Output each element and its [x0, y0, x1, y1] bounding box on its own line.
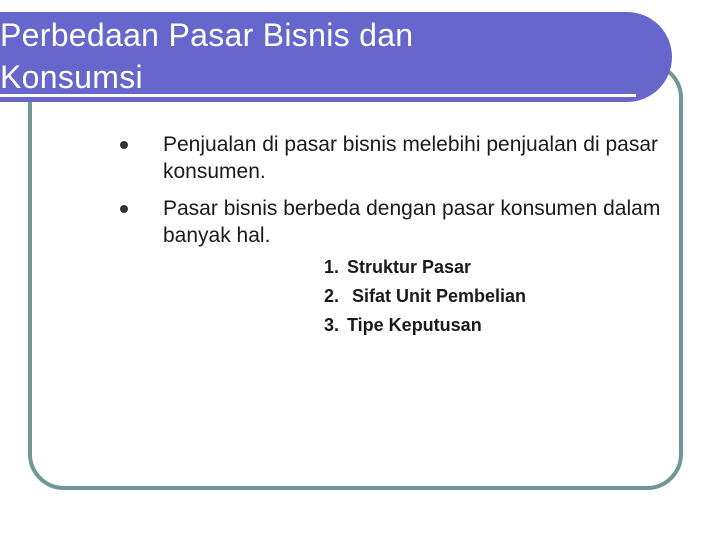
- slide-title: [0, 14, 413, 98]
- list-text: Tipe Keputusan: [347, 315, 482, 335]
- list-number: 3.: [323, 315, 339, 335]
- bullet-item: [163, 195, 683, 249]
- list-text: Sifat Unit Pembelian: [347, 286, 527, 306]
- list-item: [305, 311, 605, 340]
- bullet-text: Pasar bisnis berbeda dengan pasar konsumen dalam banyak hal.: [163, 197, 661, 247]
- bullet-dot-icon: [120, 141, 128, 149]
- slide-title-line-1: Perbedaan Pasar Bisnis dan: [0, 17, 414, 53]
- bullet-text: Penjualan di pasar bisnis melebihi penjualan di pasar konsumen.: [163, 133, 658, 183]
- numbered-list: [305, 253, 605, 340]
- list-item: [305, 282, 605, 311]
- list-number: 2.: [323, 286, 339, 306]
- list-item: [305, 253, 605, 282]
- slide-title-line-2: Konsumsi: [0, 59, 143, 95]
- bullet-item: [163, 131, 683, 185]
- bullet-dot-icon: [120, 205, 128, 213]
- list-text: Struktur Pasar: [347, 257, 472, 277]
- list-number: 1.: [323, 257, 339, 277]
